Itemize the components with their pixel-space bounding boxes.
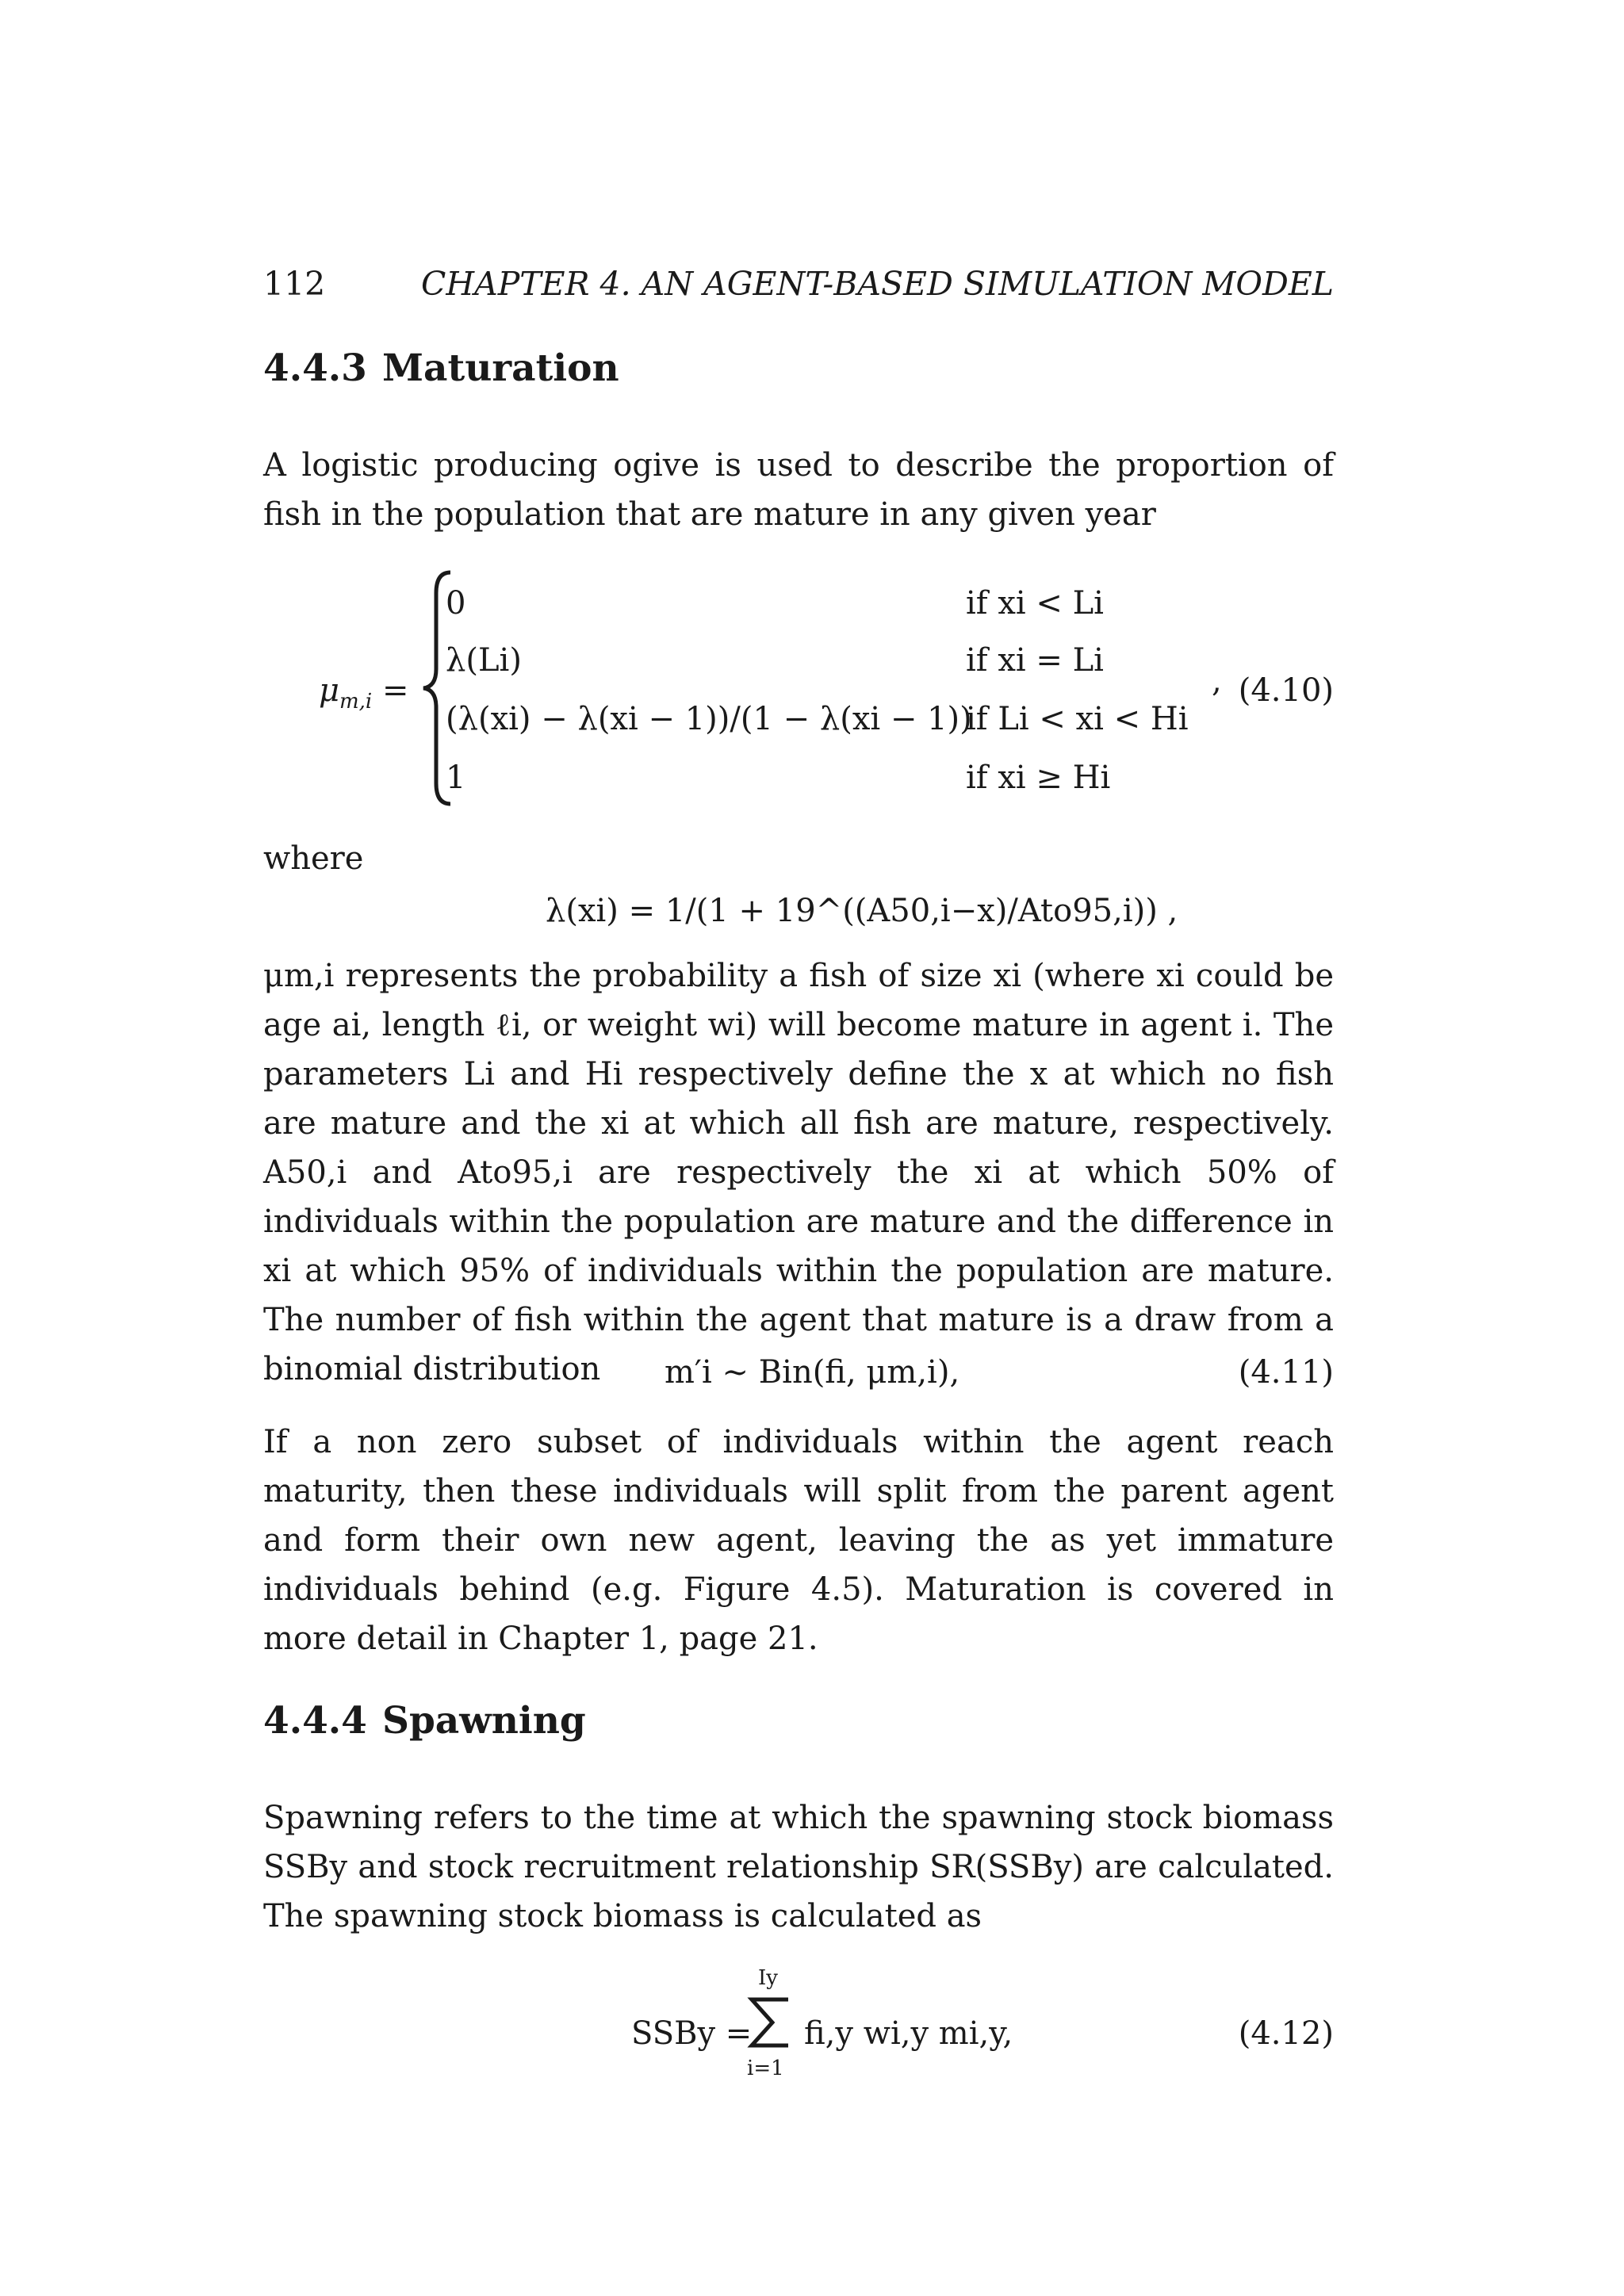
case-value: 0 xyxy=(446,585,466,622)
running-title: CHAPTER 4. AN AGENT-BASED SIMULATION MODEL xyxy=(420,265,1334,303)
case-value: 1 xyxy=(446,760,466,796)
case-value: λ(Li) xyxy=(446,642,522,679)
eq-4-10-lhs: $\mu_{m,i}$ = xyxy=(319,672,409,714)
case-condition-4: if xi ≥ Hi xyxy=(966,760,1111,796)
running-header xyxy=(263,260,1334,308)
section-number: 4.4.3 xyxy=(263,346,367,390)
summation-sign xyxy=(747,1996,795,2049)
case-row-1 xyxy=(446,579,465,628)
section-title: Maturation xyxy=(382,346,619,390)
paragraph-mu-definition: μm,i represents the probability a fish of size xi (where xi could be age ai, length ℓi, or weight wi) will become mature in agent i. The parameters Li and Hi respectively define the x at which no fish are mature and the xi at which all fish are mature, respectively. A50,i and Ato95,i are respectively the xi at which 50% of individuals within the population are mature and the difference in xi at which 95% of individuals within the population are mature. The number of fish within the agent that mature is a draw from a binomial distribution xyxy=(263,958,1334,1387)
case-row-3 xyxy=(446,695,972,744)
case-row-2 xyxy=(446,636,522,685)
eq-4-12-body: fi,y wi,y mi,y, xyxy=(804,2015,1013,2052)
section-number: 4.4.4 xyxy=(263,1699,367,1743)
section-heading-spawning xyxy=(263,1693,586,1749)
eq-4-12-lhs: SSBy = xyxy=(631,2015,753,2052)
equation-number-4-11: (4.11) xyxy=(1238,1354,1334,1391)
case-value: (λ(xi) − λ(xi − 1))/(1 − λ(xi − 1)) xyxy=(446,701,972,737)
section-title: Spawning xyxy=(382,1699,586,1743)
case-condition-1: if xi < Li xyxy=(966,585,1104,622)
equation-4-11: m′i ∼ Bin(fi, μm,i), xyxy=(665,1354,960,1391)
paragraph-spawning: Spawning refers to the time at which the spawning stock biomass SSBy and stock recruitment relationship SR(SSBy) are calculated. The spawning stock biomass is calculated as xyxy=(263,1800,1334,1934)
intro-paragraph: A logistic producing ogive is used to describe the proportion of fish in the population that are mature in any given year xyxy=(263,447,1334,533)
sum-lower-limit: i=1 xyxy=(747,2057,784,2080)
equation-number-4-12: (4.12) xyxy=(1238,2015,1334,2052)
where-label: where xyxy=(263,840,364,877)
page-number: 112 xyxy=(263,265,326,303)
eq-4-10-comma: , xyxy=(1212,663,1222,699)
page xyxy=(263,0,1334,2296)
case-row-4 xyxy=(446,753,465,802)
case-condition-2: if xi = Li xyxy=(966,642,1104,679)
case-condition-3: if Li < xi < Hi xyxy=(966,701,1189,737)
section-heading-maturation xyxy=(263,341,619,396)
sum-upper-limit: Iy xyxy=(758,1966,778,1990)
lambda-equation: λ(xi) = 1/(1 + 19^((A50,i−x)/Ato95,i)) , xyxy=(546,893,1178,929)
equation-number-4-10: (4.10) xyxy=(1238,672,1334,709)
paragraph-agent-split: If a non zero subset of individuals within the agent reach maturity, then these individuals will split from the parent agent and form their own new agent, leaving the as yet immature individuals behind (e.g. Figure 4.5). Maturation is covered in more detail in Chapter 1, page 21. xyxy=(263,1424,1334,1657)
